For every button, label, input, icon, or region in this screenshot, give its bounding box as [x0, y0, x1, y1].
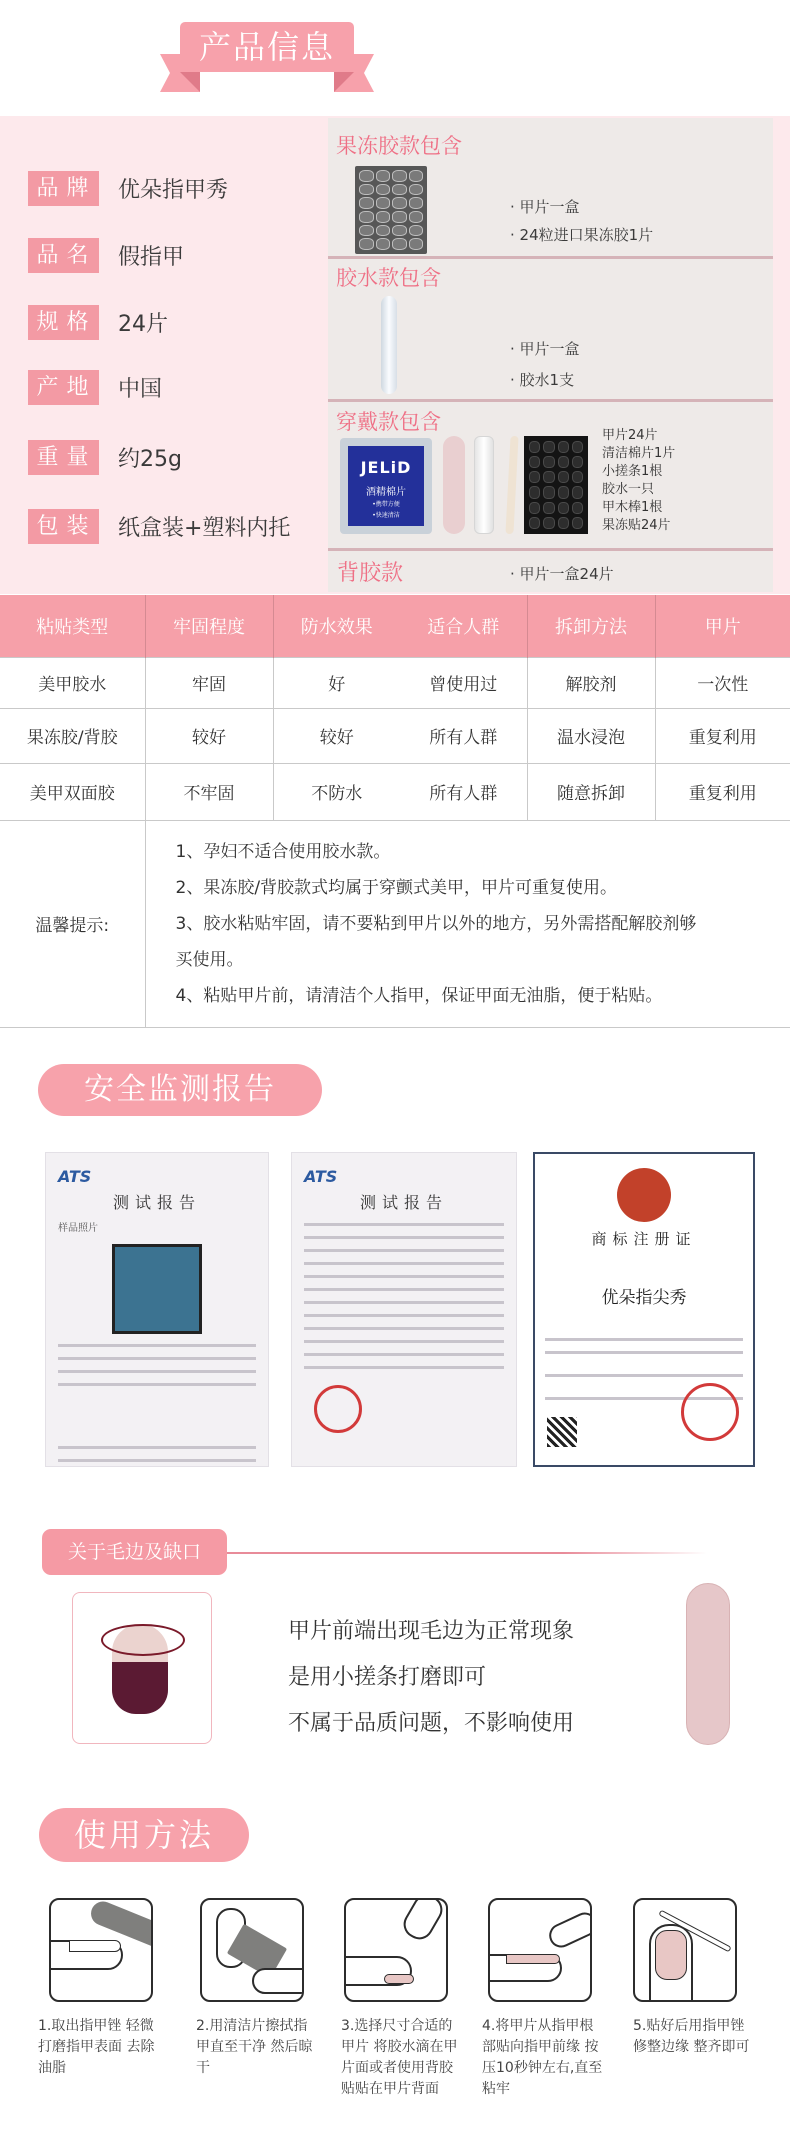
step-2-text: 2.用清洁片擦拭指甲直至干净 然后晾干: [196, 2018, 313, 2076]
step-5-text: 5.贴好后用指甲锉修整边缘 整齐即可: [633, 2018, 750, 2055]
jelly-sticker-sheet-image: [524, 436, 588, 534]
table-cell: 曾使用过: [400, 657, 527, 708]
table-cell: 好: [273, 657, 400, 708]
note-item: 2、果冻胶/背胶款式均属于穿颤式美甲，甲片可重复使用。: [175, 877, 618, 898]
step-1-text: 1.取出指甲锉 轻微打磨指甲表面 去除油脂: [38, 2018, 155, 2076]
wipe-name: 酒精棉片: [366, 487, 406, 498]
nail-body-image: [112, 1662, 168, 1714]
column-header: 粘贴类型: [0, 595, 145, 657]
trademark-certificate-image: [533, 1152, 755, 1467]
spec-value: 约25g: [118, 446, 182, 472]
package-item: 小搓条1根: [602, 464, 663, 479]
burr-line: 甲片前端出现毛边为正常现象: [288, 1619, 575, 1644]
wipe-brand: JELiD: [360, 458, 412, 477]
cert-caption: 样品照片: [58, 1223, 98, 1234]
package-item: 清洁棉片1片: [602, 446, 676, 461]
package-item: · 甲片一盒24片: [510, 565, 614, 583]
section-title-burr: 关于毛边及缺口: [42, 1529, 227, 1575]
table-cell: 温水浸泡: [527, 708, 655, 763]
cert-title: 测试报告: [359, 1193, 448, 1212]
ats-logo: ATS: [304, 1167, 338, 1186]
burr-line: 不属于品质问题，不影响使用: [288, 1711, 575, 1736]
table-row: [0, 708, 790, 763]
table-header-row: [0, 595, 790, 657]
table-cell: 较好: [145, 708, 273, 763]
spec-value: 24片: [118, 311, 168, 337]
spec-row-size: [28, 304, 328, 340]
cert-title: 测试报告: [112, 1193, 201, 1212]
emery-board-image: [686, 1583, 730, 1745]
table-cell: 不牢固: [145, 763, 273, 820]
step-5-illustration: [633, 1898, 737, 2002]
wipe-bullet: •快速清洁: [372, 512, 400, 519]
step-4-text: 4.将甲片从指甲根部贴向指甲前缘 按压10秒钟左右,直至粘牢: [482, 2018, 603, 2097]
cert-text-lines: [304, 1223, 504, 1369]
spec-row-packaging: [28, 508, 328, 544]
step-3-illustration: [344, 1898, 448, 2002]
divider: [328, 256, 773, 259]
column-header: 牢固程度: [145, 595, 273, 657]
spec-row-name: [28, 237, 328, 273]
section-title-safety-report: 安全监测报告: [38, 1064, 322, 1116]
table-cell: 美甲双面胶: [0, 763, 145, 820]
table-cell: 美甲胶水: [0, 657, 145, 708]
alcohol-wipe-image: [340, 438, 432, 534]
column-header: 甲片: [655, 595, 790, 657]
table-cell: 重复利用: [655, 763, 790, 820]
wearable-contents-list: [602, 427, 675, 535]
spec-label: 规格: [28, 305, 99, 340]
divider: [328, 399, 773, 402]
section-title-usage: 使用方法: [39, 1808, 249, 1862]
note-item: 3、胶水粘贴牢固，请不要粘到甲片以外的地方，另外需搭配解胶剂够: [175, 913, 697, 934]
table-row: [0, 763, 790, 820]
package-title-wearable: 穿戴款包含: [336, 410, 441, 434]
emery-board-image: [443, 436, 465, 534]
table-cell: 重复利用: [655, 708, 790, 763]
notes-list: [145, 820, 790, 1027]
test-report-image-1: [45, 1152, 269, 1467]
column-header: 适合人群: [400, 595, 527, 657]
divider: [328, 548, 773, 551]
spec-value: 中国: [118, 376, 163, 402]
step-2-illustration: [200, 1898, 304, 2002]
package-item: · 甲片一盒: [510, 340, 580, 358]
test-report-image-2: [291, 1152, 517, 1467]
spec-row-brand: [28, 170, 328, 206]
spec-label: 重量: [28, 440, 99, 475]
spec-value: 优朵指甲秀: [118, 177, 229, 203]
jelly-glue-sheet-image: [355, 166, 427, 254]
table-cell: 不防水: [273, 763, 400, 820]
table-cell: 较好: [273, 708, 400, 763]
note-item: 4、粘贴甲片前，请清洁个人指甲，保证甲面无油脂，便于粘贴。: [175, 985, 663, 1006]
column-header: 防水效果: [273, 595, 400, 657]
notes-row: [0, 820, 790, 1027]
spec-row-origin: [28, 369, 328, 405]
comparison-table: [0, 595, 790, 1028]
spec-value: 假指甲: [118, 244, 185, 270]
table-cell: 所有人群: [400, 708, 527, 763]
table-cell: 所有人群: [400, 763, 527, 820]
spec-row-weight: [28, 439, 328, 475]
package-title-glue: 胶水款包含: [336, 266, 441, 290]
notes-label: 温馨提示:: [0, 820, 145, 1027]
glue-bottle-image: [381, 296, 397, 394]
ats-logo: ATS: [58, 1167, 92, 1186]
package-item: 胶水一只: [602, 482, 655, 497]
cert-text-lines: [58, 1344, 256, 1462]
table-cell: 解胶剂: [527, 657, 655, 708]
red-stamp: [314, 1385, 362, 1433]
package-item: · 24粒进口果冻胶1片: [510, 226, 654, 244]
step-1-illustration: [49, 1898, 153, 2002]
red-stamp: [681, 1383, 739, 1441]
spec-label: 包装: [28, 509, 99, 544]
burr-line: 是用小搓条打磨即可: [288, 1665, 487, 1690]
note-item: 1、孕妇不适合使用胶水款。: [175, 841, 391, 862]
national-emblem-icon: [617, 1168, 671, 1222]
table-cell: 牢固: [145, 657, 273, 708]
cert-title: 商标注册证: [591, 1230, 697, 1248]
package-item: · 胶水1支: [510, 371, 575, 389]
table-cell: 果冻胶/背胶: [0, 708, 145, 763]
package-item: 甲片24片: [602, 428, 658, 443]
package-item: · 甲片一盒: [510, 198, 580, 216]
table-cell: 一次性: [655, 657, 790, 708]
qr-code-icon: [547, 1417, 577, 1447]
spec-label: 品名: [28, 238, 99, 273]
step-3-text: 3.选择尺寸合适的甲片 将胶水滴在甲片面或者使用背胶贴贴在甲片背面: [341, 2018, 458, 2097]
divider: [227, 1552, 707, 1554]
package-title-jelly: 果冻胶款包含: [336, 134, 462, 158]
table-row: [0, 657, 790, 708]
package-item: 果冻贴24片: [602, 518, 671, 533]
sample-photo: [112, 1244, 202, 1334]
table-cell: 随意拆卸: [527, 763, 655, 820]
column-header: 拆卸方法: [527, 595, 655, 657]
spec-label: 产地: [28, 370, 99, 405]
package-item: 甲木棒1根: [602, 500, 663, 515]
note-item: 买使用。: [175, 949, 244, 970]
highlight-circle-icon: [101, 1624, 185, 1656]
package-title-backed: 背胶款: [337, 561, 404, 586]
section-title-product-info: 产品信息: [180, 22, 354, 72]
trademark-brand: 优朵指尖秀: [601, 1288, 687, 1308]
step-4-illustration: [488, 1898, 592, 2002]
glue-bottle-image: [474, 436, 494, 534]
spec-label: 品牌: [28, 171, 99, 206]
spec-value: 纸盒装+塑料内托: [118, 515, 291, 541]
wipe-bullet: •携带方便: [372, 501, 400, 508]
